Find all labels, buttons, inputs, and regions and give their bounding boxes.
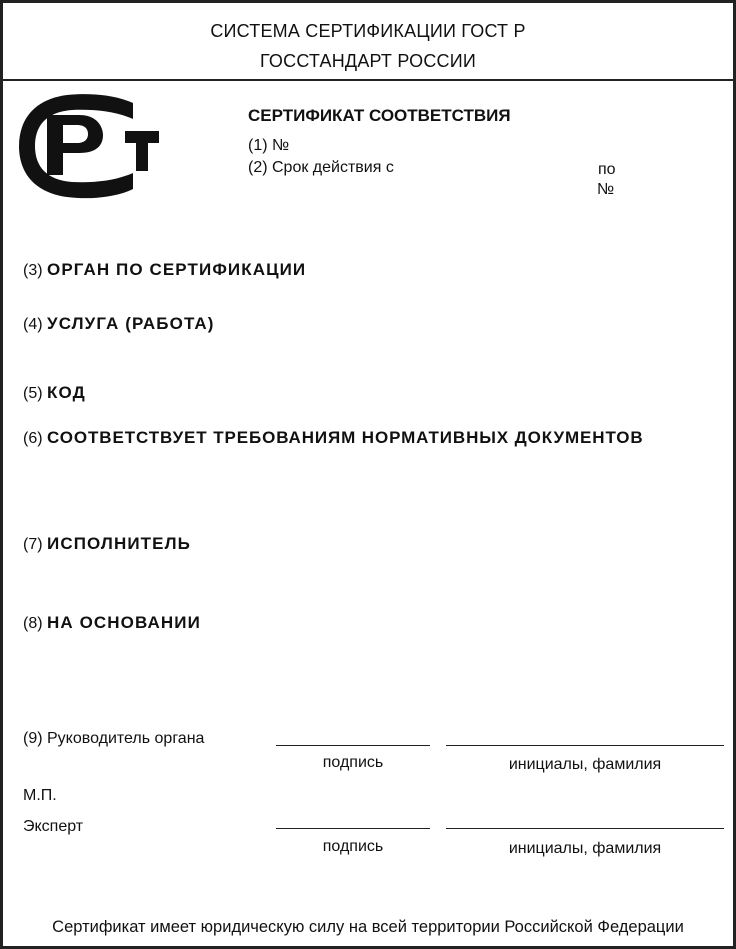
header-divider bbox=[3, 79, 733, 81]
field-number: (4) bbox=[23, 316, 43, 333]
expert-signature-line bbox=[276, 828, 430, 829]
head-name-line bbox=[446, 745, 724, 746]
field-label: УСЛУГА (РАБОТА) bbox=[47, 314, 215, 333]
expert-name-line bbox=[446, 828, 724, 829]
field-label: СООТВЕТСТВУЕТ ТРЕБОВАНИЯМ НОРМАТИВНЫХ ДОКУМЕНТОВ bbox=[47, 428, 644, 447]
field-certification-body bbox=[23, 260, 306, 280]
footer-legal-note: Сертификат имеет юридическую силу на всей территории Российской Федерации bbox=[52, 918, 684, 936]
field-number: (3) bbox=[23, 262, 43, 279]
validity-from-label: (2) Срок действия с bbox=[248, 159, 394, 176]
validity-to-label: по bbox=[598, 161, 616, 178]
second-number-label: № bbox=[597, 181, 615, 198]
field-number: (7) bbox=[23, 536, 43, 553]
certificate-number-label: (1) № bbox=[248, 137, 290, 154]
field-label: КОД bbox=[47, 383, 86, 402]
rst-mark-icon bbox=[17, 93, 159, 199]
expert-signature-caption: подпись bbox=[322, 838, 384, 855]
head-signature-caption: подпись bbox=[322, 754, 384, 771]
expert-label: Эксперт bbox=[23, 818, 84, 835]
field-conformity bbox=[23, 428, 644, 448]
field-label: НА ОСНОВАНИИ bbox=[47, 613, 201, 632]
field-number: (6) bbox=[23, 430, 43, 447]
field-number: (8) bbox=[23, 615, 43, 632]
field-executor bbox=[23, 534, 191, 554]
head-of-body-label: (9) Руководитель органа bbox=[23, 730, 205, 747]
header-system-title: СИСТЕМА СЕРТИФИКАЦИИ ГОСТ Р bbox=[210, 21, 526, 41]
field-basis bbox=[23, 613, 201, 633]
field-number: (5) bbox=[23, 385, 43, 402]
header-agency-title: ГОССТАНДАРТ РОССИИ bbox=[259, 51, 476, 71]
head-name-caption: инициалы, фамилия bbox=[508, 756, 662, 773]
field-code bbox=[23, 383, 86, 403]
field-label: ОРГАН ПО СЕРТИФИКАЦИИ bbox=[47, 260, 307, 279]
certificate-title: СЕРТИФИКАТ СООТВЕТСТВИЯ bbox=[248, 106, 511, 125]
field-label: ИСПОЛНИТЕЛЬ bbox=[47, 534, 191, 553]
expert-name-caption: инициалы, фамилия bbox=[508, 840, 662, 857]
stamp-place-label: М.П. bbox=[23, 787, 57, 804]
head-signature-line bbox=[276, 745, 430, 746]
field-service bbox=[23, 314, 215, 334]
